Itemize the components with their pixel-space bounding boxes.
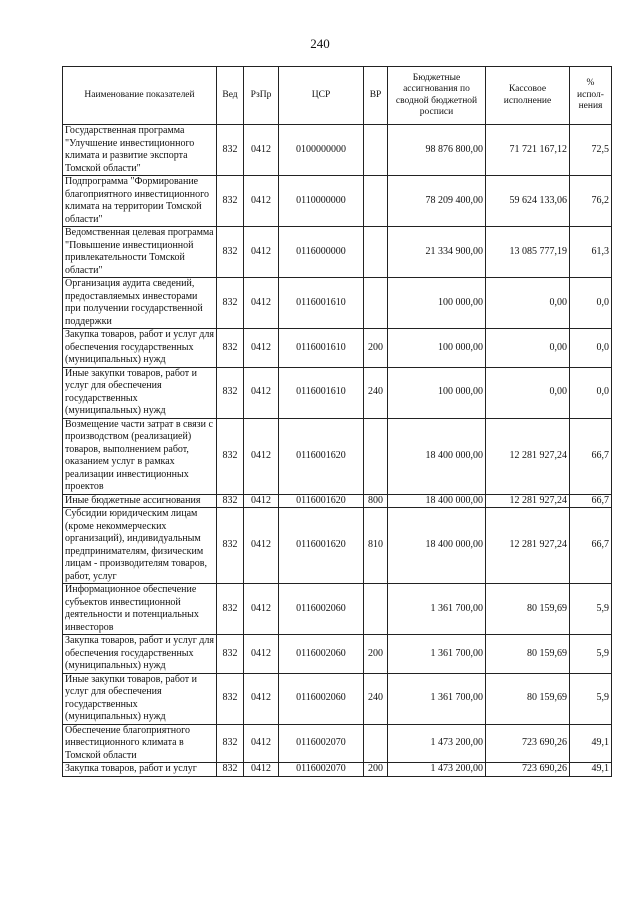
row-budget-amount: 100 000,00	[388, 278, 486, 329]
row-ved: 832	[217, 329, 244, 368]
row-cash-amount: 723 690,26	[486, 763, 570, 777]
row-budget-amount: 1 473 200,00	[388, 763, 486, 777]
table-row	[63, 176, 612, 227]
row-cash-amount: 12 281 927,24	[486, 494, 570, 508]
row-percent: 0,0	[570, 367, 612, 418]
row-percent: 66,7	[570, 508, 612, 584]
row-name: Закупка товаров, работ и услуг	[63, 763, 217, 777]
row-csr: 0116001620	[279, 418, 364, 494]
row-cash-amount: 12 281 927,24	[486, 508, 570, 584]
row-name: Подпрограмма "Формирование благоприятного инвестиционного климата на территории Томской области"	[63, 176, 217, 227]
header-csr: ЦСР	[279, 67, 364, 125]
row-percent: 72,5	[570, 125, 612, 176]
row-csr: 0110000000	[279, 176, 364, 227]
row-ved: 832	[217, 763, 244, 777]
row-rzpr: 0412	[244, 278, 279, 329]
row-cash-amount: 80 159,69	[486, 584, 570, 635]
header-vr: ВР	[364, 67, 388, 125]
table-row	[63, 125, 612, 176]
page-number: 240	[310, 36, 330, 51]
header-ved: Вед	[217, 67, 244, 125]
row-percent: 49,1	[570, 724, 612, 763]
row-ved: 832	[217, 227, 244, 278]
row-vr	[364, 278, 388, 329]
row-name: Закупка товаров, работ и услуг для обеспечения государственных (муниципальных) нужд	[63, 329, 217, 368]
table-header-row	[63, 67, 612, 125]
row-rzpr: 0412	[244, 508, 279, 584]
row-budget-amount: 100 000,00	[388, 367, 486, 418]
header-name: Наименование показателей	[63, 67, 217, 125]
table-row	[63, 418, 612, 494]
row-rzpr: 0412	[244, 227, 279, 278]
table-row	[63, 494, 612, 508]
row-percent: 0,0	[570, 329, 612, 368]
row-ved: 832	[217, 125, 244, 176]
row-budget-amount: 100 000,00	[388, 329, 486, 368]
row-rzpr: 0412	[244, 329, 279, 368]
row-name: Возмещение части затрат в связи с производством (реализацией) товаров, выполнением работ, оказанием услуг в рамках реализации инвестиционных проектов	[63, 418, 217, 494]
row-budget-amount: 1 361 700,00	[388, 584, 486, 635]
table-row	[63, 227, 612, 278]
row-ved: 832	[217, 418, 244, 494]
row-csr: 0116001620	[279, 494, 364, 508]
row-vr: 800	[364, 494, 388, 508]
row-cash-amount: 13 085 777,19	[486, 227, 570, 278]
row-budget-amount: 98 876 800,00	[388, 125, 486, 176]
row-rzpr: 0412	[244, 494, 279, 508]
row-name: Иные закупки товаров, работ и услуг для обеспечения государственных (муниципальных) нужд	[63, 367, 217, 418]
row-percent: 66,7	[570, 418, 612, 494]
row-percent: 61,3	[570, 227, 612, 278]
row-name: Иные закупки товаров, работ и услуг для обеспечения государственных (муниципальных) нужд	[63, 673, 217, 724]
row-vr	[364, 584, 388, 635]
row-vr: 240	[364, 673, 388, 724]
row-rzpr: 0412	[244, 125, 279, 176]
row-budget-amount: 18 400 000,00	[388, 508, 486, 584]
row-csr: 0116000000	[279, 227, 364, 278]
row-vr	[364, 724, 388, 763]
table-row	[63, 763, 612, 777]
row-budget-amount: 1 361 700,00	[388, 673, 486, 724]
row-percent: 5,9	[570, 673, 612, 724]
row-name: Субсидии юридическим лицам (кроме некоммерческих организаций), индивидуальным предпринимателям, физическим лицам - производителям товаров, работ, услуг	[63, 508, 217, 584]
table-row	[63, 367, 612, 418]
row-rzpr: 0412	[244, 635, 279, 674]
row-rzpr: 0412	[244, 367, 279, 418]
row-rzpr: 0412	[244, 724, 279, 763]
row-ved: 832	[217, 508, 244, 584]
row-name: Информационное обеспечение субъектов инвестиционной деятельности и потенциальных инвесторов	[63, 584, 217, 635]
row-csr: 0116002070	[279, 724, 364, 763]
row-vr	[364, 227, 388, 278]
row-ved: 832	[217, 584, 244, 635]
row-budget-amount: 1 361 700,00	[388, 635, 486, 674]
table-row	[63, 673, 612, 724]
row-csr: 0116002060	[279, 673, 364, 724]
table-row	[63, 278, 612, 329]
row-percent: 49,1	[570, 763, 612, 777]
row-ved: 832	[217, 367, 244, 418]
row-cash-amount: 0,00	[486, 329, 570, 368]
table-row	[63, 635, 612, 674]
row-vr	[364, 176, 388, 227]
row-cash-amount: 80 159,69	[486, 673, 570, 724]
row-cash-amount: 71 721 167,12	[486, 125, 570, 176]
row-rzpr: 0412	[244, 763, 279, 777]
header-pct: % испол-нения	[570, 67, 612, 125]
row-budget-amount: 78 209 400,00	[388, 176, 486, 227]
row-vr: 810	[364, 508, 388, 584]
row-budget-amount: 18 400 000,00	[388, 494, 486, 508]
row-percent: 5,9	[570, 584, 612, 635]
row-vr: 240	[364, 367, 388, 418]
row-ved: 832	[217, 176, 244, 227]
row-rzpr: 0412	[244, 673, 279, 724]
row-csr: 0116001610	[279, 329, 364, 368]
row-vr	[364, 125, 388, 176]
row-percent: 66,7	[570, 494, 612, 508]
row-ved: 832	[217, 635, 244, 674]
row-budget-amount: 21 334 900,00	[388, 227, 486, 278]
row-vr: 200	[364, 329, 388, 368]
row-csr: 0116002060	[279, 584, 364, 635]
row-ved: 832	[217, 278, 244, 329]
row-ved: 832	[217, 673, 244, 724]
row-name: Закупка товаров, работ и услуг для обеспечения государственных (муниципальных) нужд	[63, 635, 217, 674]
row-vr: 200	[364, 635, 388, 674]
header-rzpr: РзПр	[244, 67, 279, 125]
row-name: Государственная программа "Улучшение инвестиционного климата и развитие экспорта Томской области"	[63, 125, 217, 176]
table-row	[63, 329, 612, 368]
table-row	[63, 508, 612, 584]
row-cash-amount: 59 624 133,06	[486, 176, 570, 227]
row-rzpr: 0412	[244, 176, 279, 227]
row-ved: 832	[217, 494, 244, 508]
row-percent: 76,2	[570, 176, 612, 227]
row-cash-amount: 12 281 927,24	[486, 418, 570, 494]
row-csr: 0116001610	[279, 367, 364, 418]
table-row	[63, 724, 612, 763]
row-rzpr: 0412	[244, 418, 279, 494]
row-name: Иные бюджетные ассигнования	[63, 494, 217, 508]
row-name: Организация аудита сведений, предоставляемых инвесторами при получении государственной поддержки	[63, 278, 217, 329]
header-budget: Бюджетные ассигнования по сводной бюджетной росписи	[388, 67, 486, 125]
row-rzpr: 0412	[244, 584, 279, 635]
row-vr	[364, 418, 388, 494]
row-cash-amount: 0,00	[486, 367, 570, 418]
row-budget-amount: 1 473 200,00	[388, 724, 486, 763]
row-percent: 0,0	[570, 278, 612, 329]
row-csr: 0116002070	[279, 763, 364, 777]
table-body	[63, 125, 612, 777]
row-cash-amount: 723 690,26	[486, 724, 570, 763]
row-csr: 0116002060	[279, 635, 364, 674]
row-name: Ведомственная целевая программа "Повышение инвестиционной привлекательности Томской области"	[63, 227, 217, 278]
row-csr: 0116001610	[279, 278, 364, 329]
row-cash-amount: 80 159,69	[486, 635, 570, 674]
table-row	[63, 584, 612, 635]
row-csr: 0116001620	[279, 508, 364, 584]
row-csr: 0100000000	[279, 125, 364, 176]
row-cash-amount: 0,00	[486, 278, 570, 329]
budget-execution-table	[62, 66, 612, 777]
row-percent: 5,9	[570, 635, 612, 674]
row-name: Обеспечение благоприятного инвестиционного климата в Томской области	[63, 724, 217, 763]
row-vr: 200	[364, 763, 388, 777]
row-ved: 832	[217, 724, 244, 763]
row-budget-amount: 18 400 000,00	[388, 418, 486, 494]
header-cash: Кассовое исполнение	[486, 67, 570, 125]
